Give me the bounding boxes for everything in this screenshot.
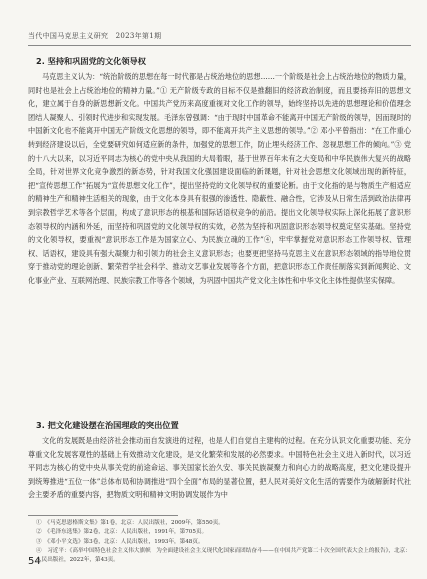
running-header: 当代中国马克思主义研究 2023年第1期	[28, 32, 162, 40]
page-number: 54	[28, 556, 41, 567]
footnote-3: ③ 《邓小平文选》第3卷，北京：人民出版社，1993年，第48页。	[36, 538, 204, 545]
footnote-list	[36, 519, 411, 565]
body-paragraph: 马克思主义认为：“统治阶级的思想在每一时代都是占统治地位的思想……一个阶级是社会上占统治地位的物质力量，同时也是社会上占统治地位的精神力量。”① 无产阶级专政的目标不仅是推翻旧的经济政治制度，而且要扬弃旧的思想文化，建立属于自身的新思想新文化。中国共产党历来高度重视对文化工作的领导，始终坚持以先进的思想理论和价值理念团结人凝聚人、引领时代进步和实现发展。毛泽东曾强调：“由于现时中国革命不能离开中国无产阶级的领导，因而现时的中国新文化也不能离开中国无产阶级文化思想的领导，即不能离开共产主义思想的领导。”② 邓小平曾指出：“在工作重心转到经济建设以后，全党要研究如何适应新的条件，加强党的思想工作，防止埋头经济工作、忽视思想工作的倾向。”③ 党的十八大以来，以习近平同志为核心的党中央从我国的大局着眼，基于世界百年未有之大变局和中华民族伟大复兴的战略全局，针对世界文化竞争激烈的新态势，针对我国文化强国建设面临的新课题，针对社会思想文化领域出现的新特征，把“宣传思想工作”拓展为“宣传思想文化工作”，提出坚持党的文化领导权的重要论断。由于文化指的是与物质生产相适应的精神生产和精神生活相关的现象，由于文化本身具有很强的渗透性、隐蔽性、融合性，它涉及从日常生活到政治法律再到宗教哲学艺术等各个层面，构成了意识形态的根基和国际话语权竞争的前沿。提出文化领导权实际上深化拓展了意识形态领导权的内涵和外延，而坚持和巩固党的文化领导权的实效，必然为坚持和巩固意识形态领导权奠定坚实基础。坚持党的文化领导权，要重视“意识形态工作是为国家立心、为民族立魂的工作”④，牢牢掌握党对意识形态工作领导权、管理权、话语权，建设具有强大凝聚力和引领力的社会主义意识形态；也要更把坚持马克思主义在意识形态领域的指导地位贯穿于推动党的理论创新、繁荣哲学社会科学、推动文艺事业发展等各个方面，把意识形态工作责任制落实到新闻舆论、文化事业产业、互联网治理、民族宗教工作等各个领域，为巩固中国共产党文化主体性和中华文化主体性提供坚实保障。	[28, 72, 411, 285]
section-heading-3: 3. 把文化建设摆在治国理政的突出位置	[36, 420, 179, 430]
header-rule	[28, 45, 411, 46]
body-paragraph: 文化的发展既是由经济社会推动而自发演进的过程，也是人们自觉自主建构的过程。在充分认识文化重要功能、充分尊重文化发展客观性的基础上有效推动文化建设，是文化繁荣和发展的必然要求。中国特色社会主义进入新时代，以习近平同志为核心的党中央从事关党的前途命运、事关国家长治久安、事关民族凝聚力和向心力的战略高度，把文化建设提升到统筹推进“五位一体”总体布局和协调推进“四个全面”布局的显著位置，把人民对美好文化生活的需要作为破解新时代社会主要矛盾的重要内容，把物质文明和精神文明协调发展作为中	[28, 436, 411, 500]
footnote-rule	[28, 515, 178, 516]
footnote-4: ④ 习近平：《高举中国特色社会主义伟大旗帜 为全面建设社会主义现代化国家而团结奋斗——在中国共产党第二十次全国代表大会上的报告》，北京：人民出版社，2022年，第43页。	[36, 547, 411, 564]
section-heading-2: 2. 坚持和巩固党的文化领导权	[36, 56, 146, 66]
footnote-1: ① 《马克思恩格斯文集》第1卷，北京：人民出版社，2009年，第550页。	[36, 520, 224, 526]
footnote-2: ② 《毛泽东选集》第2卷，北京：人民出版社，1991年，第705页。	[36, 529, 208, 536]
